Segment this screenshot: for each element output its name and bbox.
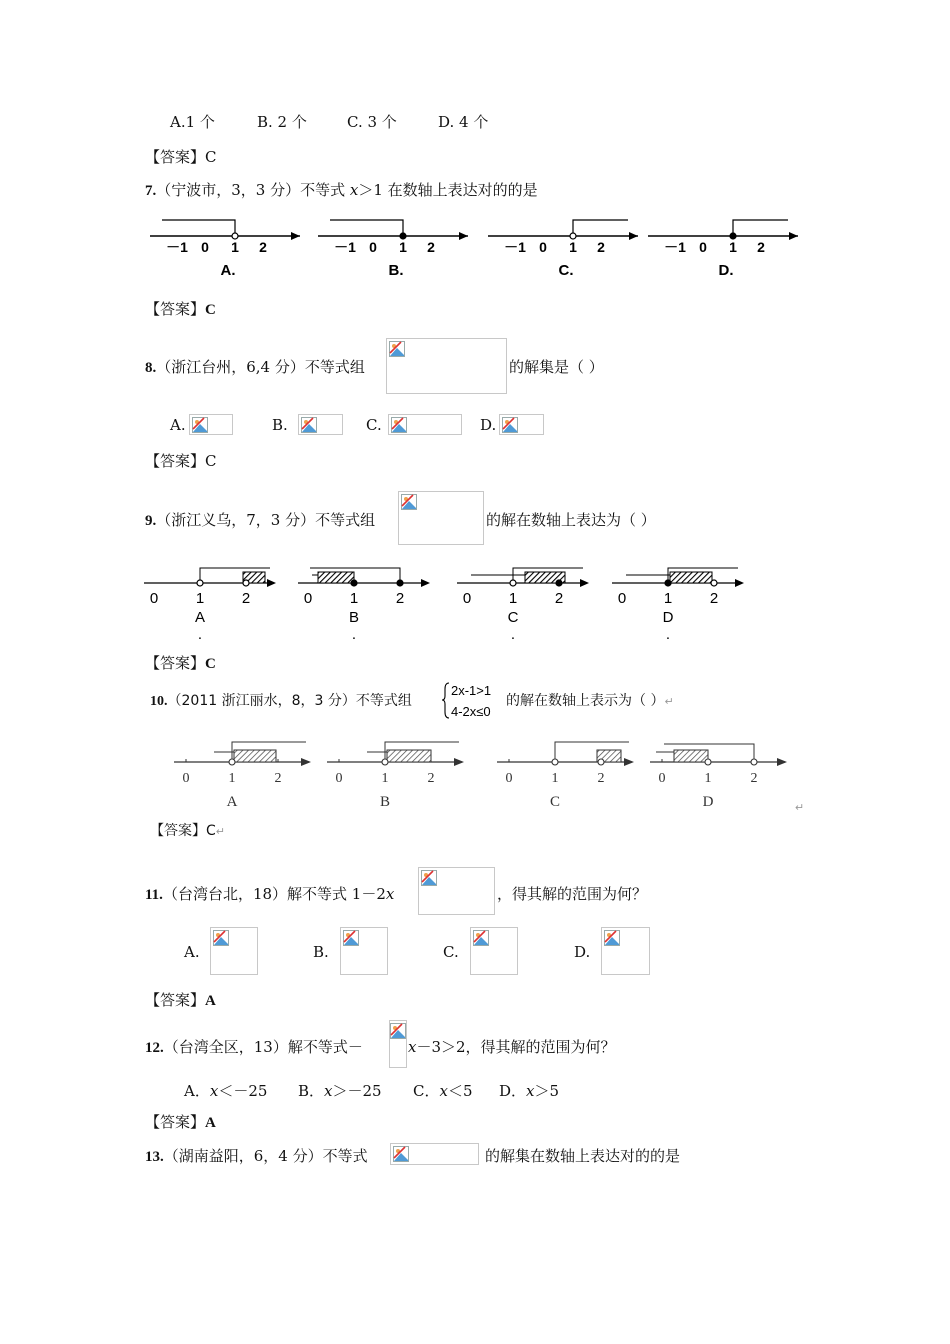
q7-stem	[145, 179, 538, 200]
broken-image-icon	[301, 417, 317, 433]
point-2	[397, 580, 403, 586]
variable: x	[209, 1082, 219, 1100]
option-dot: .	[197, 626, 203, 643]
q9-stem-pre	[145, 509, 375, 530]
tick-label: 2	[597, 239, 605, 255]
tick-label: 2	[709, 590, 719, 607]
broken-image-icon	[192, 417, 208, 433]
stem-text: （台湾全区，13）解不等式－	[163, 1038, 363, 1056]
tick-label: 1	[195, 590, 205, 607]
option-label: C	[549, 794, 561, 810]
question-number: 10.	[150, 694, 168, 709]
point-1	[510, 580, 516, 586]
axis-arrow	[267, 579, 276, 587]
q12-option-c	[413, 1080, 473, 1101]
closed-point	[400, 233, 406, 239]
broken-image-icon	[393, 1146, 409, 1162]
q10-number-line	[327, 742, 464, 810]
stem-text: （宁波市，3，3 分）不等式	[156, 181, 350, 199]
axis-arrow	[301, 758, 311, 766]
tick-label: 0	[201, 239, 209, 255]
open-point	[705, 759, 711, 765]
tick-label: －1	[334, 239, 356, 255]
q12-stem-pre	[145, 1036, 363, 1057]
tick-label: 1	[508, 590, 518, 607]
option-text: ＞5	[534, 1082, 560, 1100]
option-label: D	[702, 794, 714, 810]
axis-arrow	[624, 758, 634, 766]
variable: x	[526, 1082, 535, 1100]
missing-image	[210, 927, 258, 975]
option-text: ＞－25	[332, 1082, 382, 1100]
stem-text: （湖南益阳，6，4 分）不等式	[163, 1147, 368, 1165]
axis-arrow	[291, 232, 300, 240]
tick-label: 1	[663, 590, 673, 607]
point-2	[556, 580, 562, 586]
q7-number-lines	[145, 212, 805, 282]
return-mark: ↵	[215, 825, 225, 838]
missing-image	[398, 491, 484, 545]
q10-number-lines	[170, 732, 810, 814]
variable: x	[439, 1082, 448, 1100]
broken-image-icon	[389, 341, 405, 357]
broken-image-icon	[390, 1023, 406, 1039]
q7-number-line	[648, 220, 798, 279]
missing-image	[340, 927, 388, 975]
tick-label: 0	[462, 590, 472, 607]
tick-label: 2	[757, 239, 765, 255]
broken-image-icon	[391, 417, 407, 433]
broken-image-icon	[421, 870, 437, 886]
solution-ray	[733, 220, 788, 236]
q8-option-b: B.	[272, 416, 288, 434]
stem-text: （2011 浙江丽水，8，3 分）不等式组	[167, 693, 412, 709]
answer-label: 【答案】	[145, 654, 206, 672]
q12-option-b	[298, 1080, 382, 1101]
q6-option-d: D. 4 个	[438, 113, 489, 131]
broken-image-icon	[502, 417, 518, 433]
hatched-region	[387, 750, 431, 762]
point-1	[351, 580, 357, 586]
option-label: A．	[184, 1082, 210, 1100]
q9-stem-post: 的解在数轴上表达为（ ）	[486, 511, 656, 529]
tick-label: －1	[504, 239, 526, 255]
option-dot: .	[351, 626, 357, 643]
option-label: C.	[558, 262, 574, 279]
hatched-region	[674, 750, 708, 762]
missing-image	[386, 338, 507, 394]
option-dot: .	[510, 626, 516, 643]
question-number: 11.	[145, 887, 163, 903]
broken-image-icon	[473, 930, 489, 946]
tick-label: 2	[750, 771, 758, 786]
tick-label: 0	[369, 239, 377, 255]
missing-image	[389, 1020, 407, 1068]
axis-arrow	[777, 758, 787, 766]
hatched-region	[670, 572, 712, 583]
tick-label: 2	[427, 771, 435, 786]
variable: x	[408, 1038, 417, 1056]
system-line-2: 4-2x≤0	[451, 704, 491, 719]
tick-label: 1	[349, 590, 359, 607]
open-point	[382, 759, 388, 765]
answer-label: 【答案】	[150, 823, 206, 839]
missing-image	[470, 927, 518, 975]
option-label: A	[194, 609, 206, 626]
tick-label: －1	[664, 239, 686, 255]
answer-label: 【答案】	[145, 300, 206, 318]
tick-label: 2	[554, 590, 564, 607]
q10-number-line	[497, 742, 634, 810]
tick-label: 2	[427, 239, 435, 255]
tick-label: 2	[395, 590, 405, 607]
tick-label: 2	[597, 771, 605, 786]
tick-label: 0	[539, 239, 547, 255]
tick-label: 0	[658, 771, 666, 786]
option-text: ＜5	[447, 1082, 473, 1100]
stem-text: 的解在数轴上表示为（ ）	[506, 693, 665, 709]
axis-arrow	[459, 232, 468, 240]
option-dot: .	[665, 626, 671, 643]
answer-value: C	[206, 823, 216, 839]
answer-label: 【答案】	[145, 1113, 206, 1131]
tick-label: 2	[241, 590, 251, 607]
q8-option-c: C.	[366, 416, 382, 434]
option-label: B	[379, 794, 391, 810]
tick-label: 0	[149, 590, 159, 607]
missing-image	[388, 414, 462, 435]
q10-answer	[150, 820, 225, 840]
option-label: A.	[220, 262, 236, 279]
open-point	[751, 759, 757, 765]
solution-ray	[573, 220, 628, 236]
point-1	[197, 580, 203, 586]
tick-label: 2	[259, 239, 267, 255]
q8-option-a: A.	[170, 416, 186, 434]
answer-label: 【答案】	[145, 148, 206, 166]
open-point	[570, 233, 576, 239]
tick-label: 1	[729, 239, 737, 255]
option-label: D.	[718, 262, 734, 279]
option-label: C．	[413, 1082, 440, 1100]
tick-label: 0	[699, 239, 707, 255]
variable: x	[385, 885, 395, 903]
q10-number-line	[174, 742, 311, 810]
question-number: 9.	[145, 513, 157, 529]
open-point	[232, 233, 238, 239]
q12-option-d	[499, 1080, 559, 1101]
option-label: C	[507, 609, 519, 626]
missing-image	[298, 414, 343, 435]
q8-option-d: D.	[480, 416, 497, 434]
missing-image	[390, 1143, 479, 1165]
answer-value: C	[205, 452, 217, 470]
q7-answer	[145, 298, 216, 319]
q11-option-d: D.	[574, 943, 591, 961]
hatched-region	[234, 750, 276, 762]
tick-label: 1	[381, 771, 389, 786]
answer-value: C	[205, 148, 217, 166]
tick-label: 1	[231, 239, 239, 255]
q12-stem-post	[408, 1036, 616, 1057]
option-label: D	[662, 609, 674, 626]
q6-option-a: A.1 个	[170, 113, 215, 131]
question-number: 8.	[145, 360, 157, 376]
q8-stem-post: 的解集是（ ）	[509, 358, 604, 376]
q7-number-line	[318, 220, 468, 279]
missing-image	[601, 927, 650, 975]
option-text: ＜－25	[218, 1082, 268, 1100]
axis-arrow	[789, 232, 798, 240]
broken-image-icon	[343, 930, 359, 946]
hatched-region	[318, 572, 354, 583]
stem-text: （浙江台州，6,4 分）不等式组	[156, 358, 365, 376]
q12-option-a	[184, 1080, 267, 1101]
return-mark: ↵	[664, 695, 674, 708]
variable: x	[324, 1082, 333, 1100]
tick-label: 2	[274, 771, 282, 786]
tick-label: 0	[617, 590, 627, 607]
option-label: D．	[499, 1082, 527, 1100]
q11-stem-pre	[145, 883, 394, 904]
option-label: B	[348, 609, 360, 626]
point-1	[665, 580, 671, 586]
axis-arrow	[454, 758, 464, 766]
option-label: A	[226, 794, 238, 810]
open-point	[598, 759, 604, 765]
tick-label: 1	[228, 771, 236, 786]
q9-number-lines	[140, 558, 760, 648]
system-line-1: 2x-1>1	[451, 683, 492, 698]
q10-stem-post	[506, 690, 674, 710]
answer-value: C	[205, 302, 216, 318]
axis-arrow	[629, 232, 638, 240]
tick-label: 0	[182, 771, 190, 786]
stem-text: －3＞2，得其解的范围为何？	[416, 1038, 616, 1056]
answer-label: 【答案】	[145, 452, 206, 470]
q11-answer	[145, 989, 216, 1010]
solution-ray	[162, 220, 235, 236]
q7-number-line	[488, 220, 638, 279]
q7-number-line	[150, 220, 300, 279]
missing-image	[189, 414, 233, 435]
broken-image-icon	[604, 930, 620, 946]
axis-arrow	[580, 579, 589, 587]
q9-answer	[145, 652, 216, 673]
stem-text: （浙江义乌，7，3 分）不等式组	[156, 511, 376, 529]
tick-label: 1	[551, 771, 559, 786]
tick-label: －1	[166, 239, 188, 255]
q13-stem-post: 的解集在数轴上表达对的的是	[485, 1147, 681, 1165]
open-point	[552, 759, 558, 765]
q13-stem-pre	[145, 1145, 368, 1166]
q8-stem-pre	[145, 356, 365, 377]
missing-image	[418, 867, 495, 915]
point-2	[711, 580, 717, 586]
q11-stem-post: ，得其解的范围为何？	[497, 885, 648, 903]
q9-number-line	[457, 568, 589, 643]
open-point	[229, 759, 235, 765]
q10-stem-pre	[150, 690, 412, 710]
tick-label: 0	[505, 771, 513, 786]
q6-option-b: B. 2 个	[257, 113, 307, 131]
axis-arrow	[421, 579, 430, 587]
missing-image	[499, 414, 544, 435]
answer-value: C	[205, 656, 216, 672]
axis-arrow	[735, 579, 744, 587]
option-label: B．	[298, 1082, 325, 1100]
option-label: B.	[388, 262, 404, 279]
tick-label: 0	[335, 771, 343, 786]
q9-number-line	[298, 568, 430, 643]
return-mark: ↵	[795, 802, 805, 814]
answer-value: A	[205, 1115, 216, 1131]
answer-value: A	[205, 993, 216, 1009]
broken-image-icon	[401, 494, 417, 510]
tick-label: 1	[704, 771, 712, 786]
question-number: 12.	[145, 1040, 164, 1056]
q9-number-line	[144, 568, 276, 643]
q6-option-c: C. 3 个	[347, 113, 397, 131]
q10-inequality-system	[442, 679, 502, 721]
q9-number-line	[612, 568, 744, 643]
variable: x	[349, 181, 359, 199]
answer-label: 【答案】	[145, 991, 206, 1009]
tick-label: 1	[569, 239, 577, 255]
closed-point	[730, 233, 736, 239]
question-number: 13.	[145, 1149, 164, 1165]
tick-label: 0	[303, 590, 313, 607]
point-2	[243, 580, 249, 586]
q11-option-c: C.	[443, 943, 459, 961]
q6-answer	[145, 146, 217, 167]
broken-image-icon	[213, 930, 229, 946]
question-number: 7.	[145, 183, 157, 199]
q12-answer	[145, 1111, 216, 1132]
solution-ray	[330, 220, 403, 236]
q10-number-line	[650, 744, 787, 810]
q8-answer	[145, 450, 217, 471]
q11-option-b: B.	[313, 943, 329, 961]
stem-text: ＞1 在数轴上表达对的的是	[358, 181, 538, 199]
stem-text: （台湾台北，18）解不等式 1－2	[162, 885, 386, 903]
q11-option-a: A.	[184, 943, 200, 961]
tick-label: 1	[399, 239, 407, 255]
